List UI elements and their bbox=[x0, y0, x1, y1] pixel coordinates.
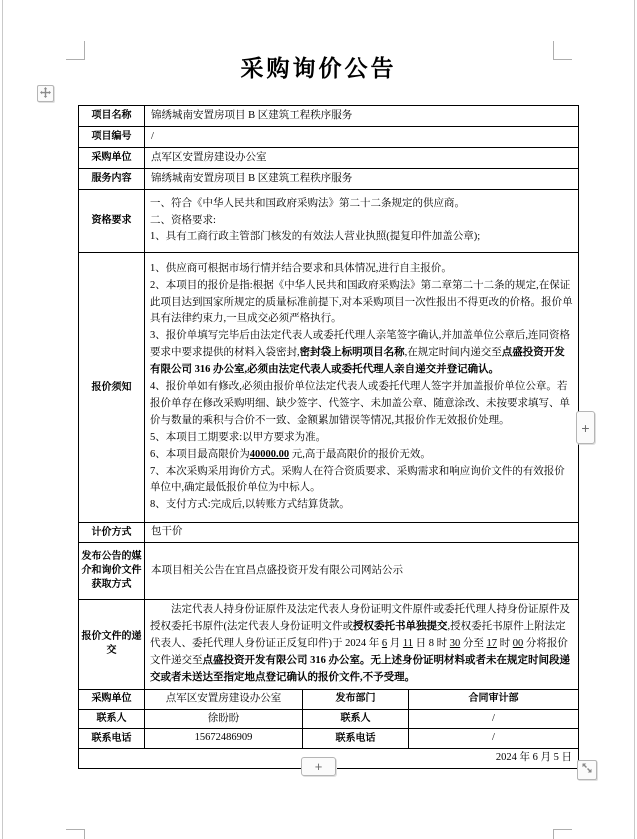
plus-icon: + bbox=[314, 759, 323, 774]
footer-phone2-value[interactable]: / bbox=[409, 729, 579, 749]
margin-crop-mark-bottom-left bbox=[66, 829, 85, 839]
footer-issuing-dept-label[interactable]: 发布部门 bbox=[303, 689, 409, 709]
qualification-label[interactable]: 资格要求 bbox=[79, 190, 145, 253]
plus-icon: + bbox=[581, 419, 590, 436]
service-content-label[interactable]: 服务内容 bbox=[79, 169, 145, 190]
submission-label[interactable]: 报价文件的递交 bbox=[79, 600, 145, 690]
service-content-value[interactable]: 锦绣城南安置房项目 B 区建筑工程秩序服务 bbox=[145, 169, 579, 190]
qualification-line: 1、具有工商行政主管部门核发的有效法人营业执照(提复印件加盖公章); bbox=[150, 231, 481, 243]
footer-contact-label[interactable]: 联系人 bbox=[79, 709, 145, 729]
pricing-method-label[interactable]: 计价方式 bbox=[79, 523, 145, 543]
footer-phone-label[interactable]: 联系电话 bbox=[79, 729, 145, 749]
quotation-notice-content[interactable]: 1、供应商可根据市场行情并结合要求和具体情况,进行自主报价。 2、本项目的报价是指:根据《中华人民共和国政府采购法》第二章第二十二条的规定,在保证此项目达到国家所规定的质量标准前提下,对本采购项目一次性报出不得更改的价格。报价单具有法律约束力,一旦成交必须严格执行。 3、报价单填写完毕后由法定代表人或委托代理人亲笔签字确认,并加盖单位公章后,连同资格要求中要求提供的材料入袋密封,密封袋上标明项目名称,在规定时间内递交至点盛投资开发有限公司 316 办公室,必须由法定代表人或委托代理人亲自递交并登记确认。 4、报价单如有修改,必须由报价单位法定代表人或委托代理人签字并加盖报价单位公章。若报价单存在修改采购明细、缺少签字、代签字、未加盖公章、随意涂改、未按要求填写、单价与数量的乘积与合价不一致、金额累加错误等情况,其报价作无效报价处理。 5、本项目工期要求:以甲方要求为准。 6、本项目最高限价为40000.00 元,高于最高限价的报价无效。 7、本次采购采用询价方式。采购人在符合资质要求、采购需求和响应询价文件的有效报价单位中,确定最低报价单位为中标人。 8、支付方式:完成后,以转账方式结算货款。 bbox=[145, 253, 579, 523]
table-row bbox=[79, 600, 579, 690]
purchaser-value[interactable]: 点军区安置房建设办公室 bbox=[145, 148, 579, 169]
add-row-button[interactable] bbox=[301, 757, 336, 776]
footer-issuing-dept-value[interactable]: 合同审计部 bbox=[409, 689, 579, 709]
table-row bbox=[79, 127, 579, 148]
table-row bbox=[79, 729, 579, 749]
table-row bbox=[79, 689, 579, 709]
media-label[interactable]: 发布公告的媒介和询价文件获取方式 bbox=[79, 543, 145, 600]
resize-diagonal-icon bbox=[581, 761, 593, 779]
move-icon bbox=[40, 85, 51, 103]
footer-contact-value[interactable]: 徐盼盼 bbox=[145, 709, 303, 729]
project-number-label[interactable]: 项目编号 bbox=[79, 127, 145, 148]
margin-crop-mark-bottom-right bbox=[553, 829, 572, 839]
footer-purchaser-value[interactable]: 点军区安置房建设办公室 bbox=[145, 689, 303, 709]
qualification-line: 二、资格要求: bbox=[150, 214, 216, 226]
quotation-notice-label[interactable]: 报价须知 bbox=[79, 253, 145, 523]
announcement-date[interactable]: 2024 年 6 月 5 日 bbox=[79, 749, 579, 769]
table-row bbox=[79, 523, 579, 543]
footer-contact2-value[interactable]: / bbox=[409, 709, 579, 729]
table-row bbox=[79, 169, 579, 190]
project-name-label[interactable]: 项目名称 bbox=[79, 106, 145, 127]
footer-phone-value[interactable]: 15672486909 bbox=[145, 729, 303, 749]
submission-content[interactable]: 法定代表人持身份证原件及法定代表人身份证明文件原件或委托代理人持身份证原件及授权委托书原件(法定代表人身份证明文件或授权委托书单独提交,授权委托书原件上附法定代表人、委托代理人身份证正反复印件)于 2024 年 6 月 11 日 8 时 30 分至 17 时 00 分将报价文件递交至点盛投资开发有限公司 316 办公室。无上述身份证明材料或者未在规定时间段递交或者未送达至指定地点登记确认的报价文件,不予受理。 bbox=[145, 600, 579, 690]
media-value[interactable]: 本项目相关公告在宜昌点盛投资开发有限公司网站公示 bbox=[145, 543, 579, 600]
table-row bbox=[79, 106, 579, 127]
qualification-content[interactable] bbox=[145, 190, 579, 253]
project-number-value[interactable]: / bbox=[145, 127, 579, 148]
table-move-handle[interactable] bbox=[37, 85, 54, 102]
table-row bbox=[79, 190, 579, 253]
footer-phone2-label[interactable]: 联系电话 bbox=[303, 729, 409, 749]
footer-contact2-label[interactable]: 联系人 bbox=[303, 709, 409, 729]
table-resize-handle[interactable] bbox=[577, 760, 597, 780]
page-left-edge bbox=[2, 0, 3, 839]
table-row bbox=[79, 709, 579, 729]
page-right-edge bbox=[634, 0, 635, 839]
qualification-line: 一、符合《中华人民共和国政府采购法》第二十二条规定的供应商。 bbox=[150, 197, 465, 209]
document-title[interactable]: 采购询价公告 bbox=[240, 56, 397, 81]
pricing-method-value[interactable]: 包干价 bbox=[145, 523, 579, 543]
table-row bbox=[79, 148, 579, 169]
purchaser-label[interactable]: 采购单位 bbox=[79, 148, 145, 169]
table-row bbox=[79, 253, 579, 523]
add-column-button[interactable] bbox=[576, 411, 595, 444]
table-row bbox=[79, 543, 579, 600]
project-name-value[interactable]: 锦绣城南安置房项目 B 区建筑工程秩序服务 bbox=[145, 106, 579, 127]
footer-purchaser-label[interactable]: 采购单位 bbox=[79, 689, 145, 709]
announcement-table bbox=[78, 105, 579, 769]
